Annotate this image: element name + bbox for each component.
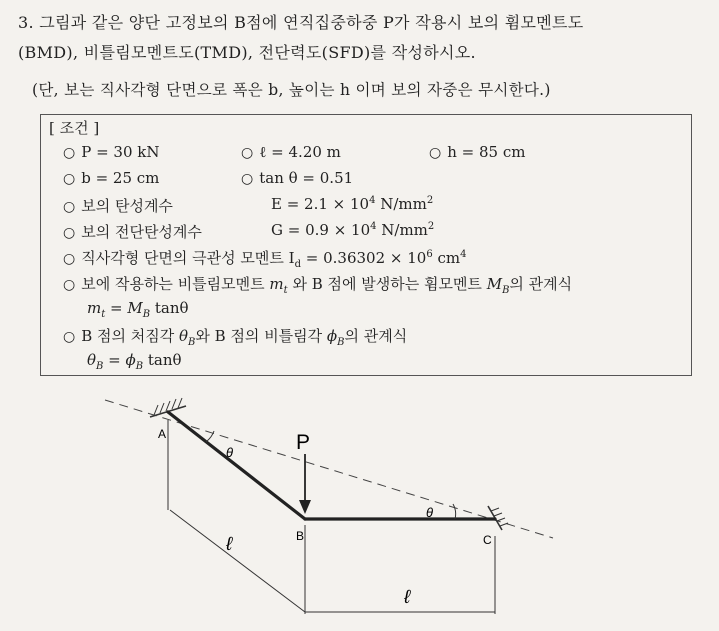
mt-symbol: m <box>269 275 284 293</box>
bullet-icon: ○ <box>241 171 254 187</box>
theta-eq-tail: tanθ <box>143 351 182 369</box>
mt-eq-equals: = <box>105 299 128 317</box>
Id-value: = 0.36302 × 10 <box>301 249 427 267</box>
bullet-icon: ○ <box>63 277 76 293</box>
condition-b-text: b = 25 cm <box>81 169 160 187</box>
mt-subscript: t <box>283 285 288 296</box>
bullet-icon: ○ <box>429 145 442 161</box>
Id-exponent: 6 <box>426 249 433 260</box>
condition-tan-text: tan θ = 0.51 <box>259 169 354 187</box>
E-value-text: E = 2.1 × 10 <box>271 195 370 213</box>
theta-eq-lhs: θ <box>87 351 97 369</box>
G-value-text: G = 0.9 × 10 <box>271 221 371 239</box>
question-line-1: 3. 그림과 같은 양단 고정보의 B점에 연직집중하중 P가 작용시 보의 휨모멘트도 <box>18 13 584 32</box>
bullet-icon: ○ <box>63 145 76 161</box>
label-ell-BC: ℓ <box>404 587 411 608</box>
E-unit-exponent: 2 <box>426 195 434 206</box>
conditions-header: [ 조건 ] <box>49 119 100 137</box>
mt-eq-tail: tanθ <box>150 299 189 317</box>
mt-text-1: 보에 작용하는 비틀림모멘트 <box>81 275 270 293</box>
theta-eq-lhs-sub: B <box>96 361 104 372</box>
bullet-icon: ○ <box>63 251 76 267</box>
bullet-icon: ○ <box>241 145 254 161</box>
beam-segment-AB <box>168 412 305 519</box>
G-unit: N/mm <box>376 221 428 239</box>
theta-symbol: θ <box>179 327 189 345</box>
theta-eq-phi-sub: B <box>135 361 144 372</box>
phi-symbol: ϕ <box>326 327 338 345</box>
label-ell-AB: ℓ <box>226 534 233 555</box>
E-exponent: 4 <box>369 195 376 206</box>
bullet-icon: ○ <box>63 329 76 345</box>
condition-h-text: h = 85 cm <box>447 143 526 161</box>
G-exponent: 4 <box>370 221 377 232</box>
Id-unit: cm <box>432 249 461 267</box>
theta-eq-phi: ϕ <box>125 351 136 369</box>
theta-text-3: 의 관계식 <box>344 327 408 345</box>
theta-text-2: 와 B 점의 비틀림각 <box>195 327 327 345</box>
condition-l-text: ℓ = 4.20 m <box>259 143 341 161</box>
question-note: (단, 보는 직사각형 단면으로 폭은 b, 높이는 h 이며 보의 자중은 무시한다.) <box>32 81 551 99</box>
mt-eq-M-sub: B <box>142 309 151 320</box>
G-unit-exponent: 2 <box>427 221 435 232</box>
bullet-icon: ○ <box>63 171 76 187</box>
label-theta-C: θ <box>426 505 434 520</box>
Id-unit-exponent: 4 <box>460 249 467 260</box>
mt-eq-lhs: m <box>87 299 102 317</box>
label-theta-A: θ <box>226 445 234 460</box>
label-P: P <box>296 431 311 454</box>
theta-eq-equals: = <box>103 351 126 369</box>
dashed-reference-line <box>105 400 553 538</box>
MB-subscript: B <box>502 285 510 296</box>
bullet-icon: ○ <box>63 225 76 241</box>
condition-E-label: 보의 탄성계수 <box>81 197 173 215</box>
mt-text-2: 와 B 점에 발생하는 휨모멘트 <box>287 275 487 293</box>
angle-arc-C <box>453 504 456 519</box>
load-arrow-head <box>299 500 311 514</box>
mt-eq-lhs-sub: t <box>101 309 106 320</box>
MB-symbol: M <box>486 275 503 293</box>
Id-label: 직사각형 단면의 극관성 모멘트 I <box>81 249 295 267</box>
theta-subscript: B <box>188 337 196 348</box>
dimension-line-AB <box>170 510 305 612</box>
condition-P-text: P = 30 kN <box>81 143 160 161</box>
phi-subscript: B <box>337 337 345 348</box>
bullet-icon: ○ <box>63 199 76 215</box>
mt-eq-M: M <box>127 299 143 317</box>
label-C: C <box>483 533 492 547</box>
condition-G-label: 보의 전단탄성계수 <box>81 223 202 241</box>
question-line-2: (BMD), 비틀림모멘트도(TMD), 전단력도(SFD)를 작성하시오. <box>18 43 476 62</box>
theta-text-1: B 점의 처짐각 <box>81 327 179 345</box>
label-B: B <box>296 529 305 543</box>
mt-text-3: 의 관계식 <box>509 275 573 293</box>
label-A: A <box>158 427 167 441</box>
E-unit: N/mm <box>375 195 427 213</box>
Id-subscript: d <box>294 259 301 270</box>
